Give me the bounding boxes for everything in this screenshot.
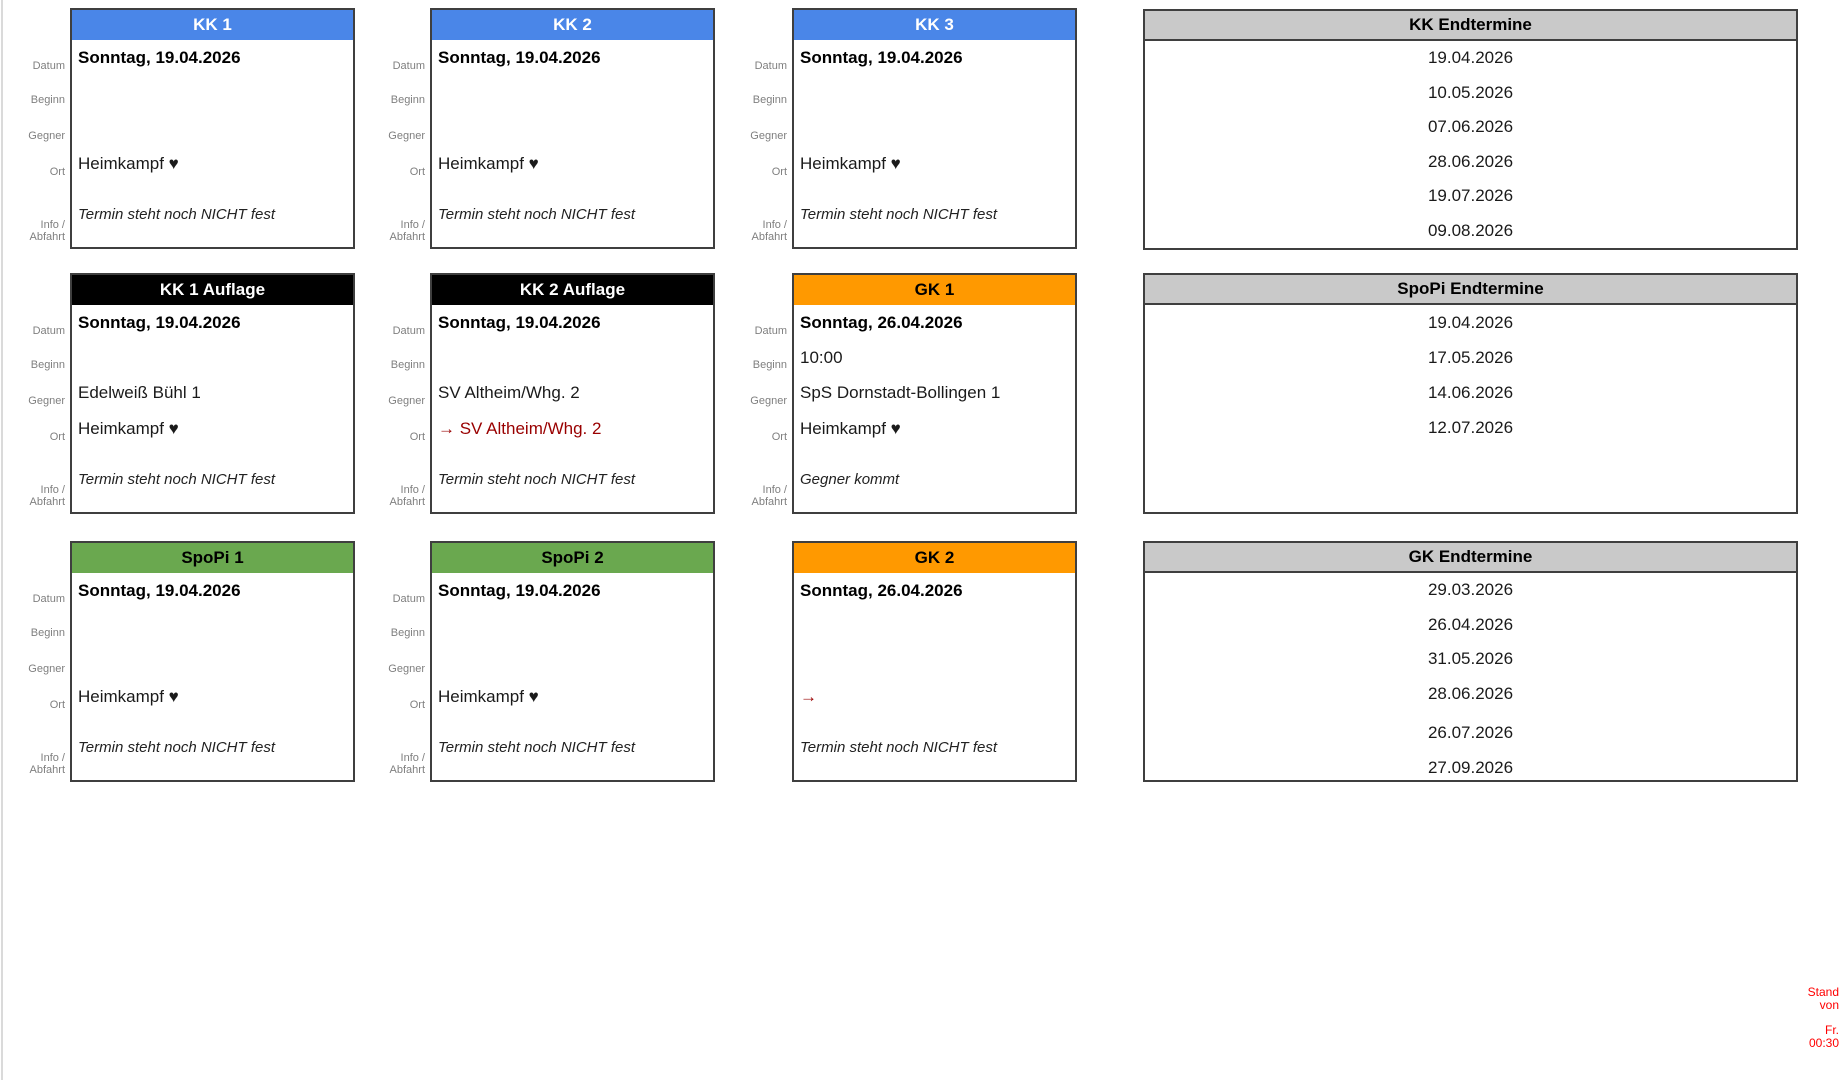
row-label-beginn: Beginn bbox=[30, 94, 65, 106]
row-label-beginn: Beginn bbox=[752, 94, 787, 106]
card-ort: Heimkampf ♥ bbox=[78, 687, 179, 706]
row-label-beginn: Beginn bbox=[390, 359, 425, 371]
card-title: KK 1 bbox=[72, 10, 353, 40]
row-label-gegner: Gegner bbox=[28, 663, 65, 675]
card-beginn bbox=[72, 341, 353, 375]
row-label-info-abfahrt: Info / Abfahrt bbox=[389, 484, 425, 508]
endtermine-date: 17.05.2026 bbox=[1427, 347, 1514, 367]
match-card-unit-spopi2 bbox=[365, 541, 715, 782]
row-label-datum: Datum bbox=[32, 325, 65, 337]
card-gegner: Edelweiß Bühl 1 bbox=[78, 383, 201, 402]
card-ort: Heimkampf ♥ bbox=[800, 154, 901, 173]
match-card-kk1 bbox=[70, 8, 355, 249]
endtermine-date: 10.05.2026 bbox=[1427, 82, 1514, 102]
card-info: Termin steht noch NICHT fest bbox=[78, 471, 276, 488]
endtermine-table-kk-header: KK Endtermine bbox=[1145, 11, 1796, 41]
row-label-datum: Datum bbox=[392, 60, 425, 72]
row-label-beginn: Beginn bbox=[390, 94, 425, 106]
row-label-gegner: Gegner bbox=[28, 395, 65, 407]
match-card-gk2 bbox=[792, 541, 1077, 782]
card-gegner bbox=[794, 643, 1075, 679]
endtermine-table-gk bbox=[1143, 541, 1798, 782]
row-label-gutter bbox=[365, 8, 430, 249]
card-beginn bbox=[794, 76, 1075, 110]
endtermine-date: 09.08.2026 bbox=[1427, 220, 1514, 240]
card-gegner bbox=[72, 643, 353, 679]
row-label-gutter-empty bbox=[727, 541, 792, 782]
stand-von-note bbox=[1787, 986, 1839, 1050]
card-datum: Sonntag, 26.04.2026 bbox=[800, 581, 963, 600]
stand-note-line: Fr. bbox=[1825, 1023, 1839, 1037]
row-label-info-abfahrt: Info / Abfahrt bbox=[751, 219, 787, 243]
row-label-gutter bbox=[5, 541, 70, 782]
row-label-ort: Ort bbox=[409, 431, 425, 443]
endtermine-date: 27.09.2026 bbox=[1427, 757, 1514, 777]
endtermine-date: 12.07.2026 bbox=[1427, 417, 1514, 437]
row-label-beginn: Beginn bbox=[752, 359, 787, 371]
row-label-datum: Datum bbox=[392, 593, 425, 605]
card-title: KK 3 bbox=[794, 10, 1075, 40]
row-label-info-abfahrt: Info / Abfahrt bbox=[389, 219, 425, 243]
row-label-info-abfahrt: Info / Abfahrt bbox=[389, 752, 425, 776]
row-label-ort: Ort bbox=[409, 166, 425, 178]
row-label-datum: Datum bbox=[32, 593, 65, 605]
row-label-gegner: Gegner bbox=[28, 130, 65, 142]
row-label-info-abfahrt: Info / Abfahrt bbox=[29, 752, 65, 776]
row-label-datum: Datum bbox=[392, 325, 425, 337]
card-title: GK 2 bbox=[794, 543, 1075, 573]
match-card-kk2-auflage bbox=[430, 273, 715, 514]
row-label-info-abfahrt: Info / Abfahrt bbox=[29, 219, 65, 243]
endtermine-date: 28.06.2026 bbox=[1427, 151, 1514, 171]
card-beginn bbox=[72, 609, 353, 643]
match-card-kk3 bbox=[792, 8, 1077, 249]
endtermine-table-kk bbox=[1143, 9, 1798, 250]
row-label-gutter bbox=[727, 273, 792, 514]
card-info: Termin steht noch NICHT fest bbox=[78, 206, 276, 223]
card-info: Termin steht noch NICHT fest bbox=[800, 739, 998, 756]
card-gegner: SpS Dornstadt-Bollingen 1 bbox=[800, 383, 1001, 402]
row-label-ort: Ort bbox=[771, 431, 787, 443]
card-beginn bbox=[72, 76, 353, 110]
page-left-border bbox=[1, 0, 3, 1080]
stand-note-line: von bbox=[1819, 998, 1839, 1012]
endtermine-date: 26.04.2026 bbox=[1427, 614, 1514, 634]
match-card-unit-kk2-auflage bbox=[365, 273, 715, 514]
stand-note-line: Stand bbox=[1807, 985, 1839, 999]
card-gegner bbox=[794, 110, 1075, 146]
match-card-gk1 bbox=[792, 273, 1077, 514]
card-info: Termin steht noch NICHT fest bbox=[438, 206, 636, 223]
row-label-beginn: Beginn bbox=[30, 627, 65, 639]
row-label-beginn: Beginn bbox=[390, 627, 425, 639]
card-title: SpoPi 1 bbox=[72, 543, 353, 573]
card-datum: Sonntag, 19.04.2026 bbox=[438, 313, 601, 332]
row-label-datum: Datum bbox=[754, 325, 787, 337]
row-label-gegner: Gegner bbox=[388, 663, 425, 675]
card-datum: Sonntag, 19.04.2026 bbox=[800, 48, 963, 67]
card-datum: Sonntag, 19.04.2026 bbox=[78, 313, 241, 332]
card-title: GK 1 bbox=[794, 275, 1075, 305]
card-info: Termin steht noch NICHT fest bbox=[800, 206, 998, 223]
match-card-unit-gk1 bbox=[727, 273, 1077, 514]
row-label-gegner: Gegner bbox=[750, 395, 787, 407]
match-card-kk1-auflage bbox=[70, 273, 355, 514]
row-label-gutter bbox=[727, 8, 792, 249]
card-ort-away-arrow: → bbox=[800, 687, 817, 706]
card-datum: Sonntag, 19.04.2026 bbox=[78, 581, 241, 600]
row-label-info-abfahrt: Info / Abfahrt bbox=[751, 484, 787, 508]
row-label-ort: Ort bbox=[771, 166, 787, 178]
match-card-spopi2 bbox=[430, 541, 715, 782]
match-card-unit-gk2 bbox=[727, 541, 1077, 782]
row-label-gegner: Gegner bbox=[388, 395, 425, 407]
endtermine-table-gk-header: GK Endtermine bbox=[1145, 543, 1796, 573]
card-beginn bbox=[794, 609, 1075, 643]
card-info: Termin steht noch NICHT fest bbox=[438, 471, 636, 488]
endtermine-date: 26.07.2026 bbox=[1427, 723, 1514, 743]
endtermine-date: 28.06.2026 bbox=[1427, 683, 1514, 703]
card-ort: Heimkampf ♥ bbox=[438, 687, 539, 706]
card-beginn bbox=[432, 76, 713, 110]
match-card-unit-kk1-auflage bbox=[5, 273, 355, 514]
row-label-info-abfahrt: Info / Abfahrt bbox=[29, 484, 65, 508]
endtermine-date: 19.07.2026 bbox=[1427, 186, 1514, 206]
card-datum: Sonntag, 19.04.2026 bbox=[78, 48, 241, 67]
card-datum: Sonntag, 19.04.2026 bbox=[438, 581, 601, 600]
card-gegner bbox=[432, 110, 713, 146]
card-beginn bbox=[432, 609, 713, 643]
endtermine-date: 19.04.2026 bbox=[1427, 48, 1514, 68]
row-label-ort: Ort bbox=[49, 699, 65, 711]
card-beginn bbox=[432, 341, 713, 375]
card-beginn: 10:00 bbox=[800, 348, 843, 367]
match-card-unit-spopi1 bbox=[5, 541, 355, 782]
card-ort: Heimkampf ♥ bbox=[800, 419, 901, 438]
row-label-datum: Datum bbox=[754, 60, 787, 72]
card-info: Gegner kommt bbox=[800, 471, 900, 488]
endtermine-date: 29.03.2026 bbox=[1427, 580, 1514, 600]
row-label-ort: Ort bbox=[409, 699, 425, 711]
card-title: SpoPi 2 bbox=[432, 543, 713, 573]
endtermine-date: 14.06.2026 bbox=[1427, 382, 1514, 402]
card-info: Termin steht noch NICHT fest bbox=[78, 739, 276, 756]
match-card-unit-kk2 bbox=[365, 8, 715, 249]
card-ort: Heimkampf ♥ bbox=[78, 154, 179, 173]
card-ort-away-arrow: → SV Altheim/Whg. 2 bbox=[438, 419, 602, 438]
card-title: KK 1 Auflage bbox=[72, 275, 353, 305]
endtermine-date: 07.06.2026 bbox=[1427, 117, 1514, 137]
endtermine-table-spopi bbox=[1143, 273, 1798, 514]
row-label-gutter bbox=[5, 273, 70, 514]
endtermine-date: 19.04.2026 bbox=[1427, 312, 1514, 332]
row-label-ort: Ort bbox=[49, 166, 65, 178]
row-label-gegner: Gegner bbox=[750, 130, 787, 142]
endtermine-date: 31.05.2026 bbox=[1427, 649, 1514, 669]
row-label-datum: Datum bbox=[32, 60, 65, 72]
card-gegner bbox=[72, 110, 353, 146]
row-label-gutter bbox=[365, 273, 430, 514]
card-gegner: SV Altheim/Whg. 2 bbox=[438, 383, 580, 402]
stand-note-line: 00:30 bbox=[1808, 1036, 1839, 1050]
endtermine-table-spopi-header: SpoPi Endtermine bbox=[1145, 275, 1796, 305]
row-label-gutter bbox=[365, 541, 430, 782]
card-info: Termin steht noch NICHT fest bbox=[438, 739, 636, 756]
row-label-gutter bbox=[5, 8, 70, 249]
match-card-unit-kk3 bbox=[727, 8, 1077, 249]
match-card-kk2 bbox=[430, 8, 715, 249]
card-ort: Heimkampf ♥ bbox=[78, 419, 179, 438]
card-datum: Sonntag, 26.04.2026 bbox=[800, 313, 963, 332]
row-label-gegner: Gegner bbox=[388, 130, 425, 142]
card-title: KK 2 bbox=[432, 10, 713, 40]
card-datum: Sonntag, 19.04.2026 bbox=[438, 48, 601, 67]
row-label-beginn: Beginn bbox=[30, 359, 65, 371]
card-title: KK 2 Auflage bbox=[432, 275, 713, 305]
row-label-ort: Ort bbox=[49, 431, 65, 443]
card-ort: Heimkampf ♥ bbox=[438, 154, 539, 173]
match-card-spopi1 bbox=[70, 541, 355, 782]
match-card-unit-kk1 bbox=[5, 8, 355, 249]
card-gegner bbox=[432, 643, 713, 679]
